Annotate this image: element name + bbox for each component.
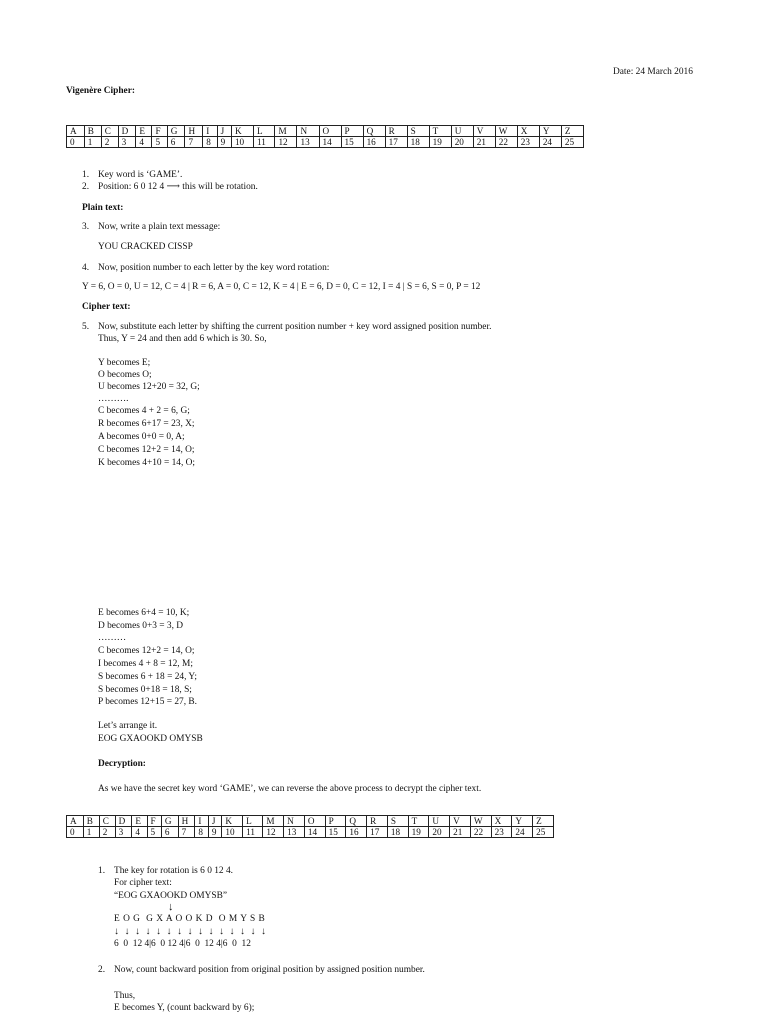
alphabet-number-cell: 16 xyxy=(363,137,385,148)
alphabet-letter-cell: S xyxy=(387,816,408,827)
alphabet-letter-cell: D xyxy=(118,126,136,137)
alphabet-letter-cell: N xyxy=(297,126,319,137)
alphabet-number-cell: 2 xyxy=(101,137,118,148)
alphabet-number-cell: 13 xyxy=(284,827,305,838)
alphabet-number-cell: 3 xyxy=(118,137,136,148)
step-number: 1. xyxy=(82,170,90,180)
step-number: 1. xyxy=(98,866,106,876)
alphabet-letter-cell: Z xyxy=(533,816,554,827)
alphabet-letter-cell: B xyxy=(83,816,99,827)
key-positions-row: 6 0 12 4|6 0 12 4|6 0 12 4|6 0 12 xyxy=(114,939,251,949)
becomes-line: P becomes 12+15 = 27, B. xyxy=(98,697,198,707)
alphabet-number-cell: 17 xyxy=(385,137,407,148)
becomes-line: C becomes 4 + 2 = 6, G; xyxy=(98,406,190,416)
alphabet-letter-cell: R xyxy=(385,126,407,137)
alphabet-number-cell: 16 xyxy=(346,827,367,838)
alphabet-letter-cell: N xyxy=(284,816,305,827)
arrange-label: Let’s arrange it. xyxy=(98,721,158,731)
becomes-line: S becomes 6 + 18 = 24, Y; xyxy=(98,672,197,682)
alphabet-letter-cell: L xyxy=(243,816,263,827)
alphabet-number-cell: 5 xyxy=(147,827,161,838)
alphabet-letter-cell: H xyxy=(185,126,203,137)
alphabet-letter-cell: G xyxy=(161,816,178,827)
alphabet-number-cell: 4 xyxy=(136,137,152,148)
becomes-line: O becomes O; xyxy=(98,370,152,380)
step-text: The key for rotation is 6 0 12 4. xyxy=(114,866,233,876)
alphabet-letter-cell: V xyxy=(473,126,495,137)
becomes-line: R becomes 6+17 = 23, X; xyxy=(98,419,195,429)
alphabet-number-cell: 11 xyxy=(243,827,263,838)
step-text: Thus, xyxy=(114,991,136,1001)
alphabet-letter-cell: B xyxy=(84,126,101,137)
alphabet-number-cell: 12 xyxy=(263,827,284,838)
down-arrow-row-icon: ↓ ↓ ↓ ↓ ↓ ↓ ↓ ↓ ↓ ↓ ↓ ↓ ↓ ↓ ↓ xyxy=(114,926,268,937)
alphabet-number-cell: 14 xyxy=(304,827,325,838)
alphabet-letter-cell: K xyxy=(222,816,243,827)
alphabet-letters-row xyxy=(67,126,584,137)
ellipsis-line: ……… xyxy=(98,633,127,643)
step-text: Now, position number to each letter by the key word rotation: xyxy=(98,263,330,273)
alphabet-letters-row xyxy=(67,816,554,827)
alphabet-number-cell: 24 xyxy=(539,137,561,148)
alphabet-number-cell: 2 xyxy=(99,827,115,838)
alphabet-number-cell: 22 xyxy=(470,827,491,838)
step-number: 5. xyxy=(82,322,90,332)
step-text: Thus, Y = 24 and then add 6 which is 30. So, xyxy=(98,334,267,344)
alphabet-number-cell: 12 xyxy=(275,137,297,148)
alphabet-letter-cell: C xyxy=(101,126,118,137)
alphabet-number-cell: 24 xyxy=(512,827,533,838)
becomes-line: C becomes 12+2 = 14, O; xyxy=(98,445,195,455)
alphabet-letter-cell: T xyxy=(429,126,451,137)
alphabet-number-cell: 14 xyxy=(319,137,341,148)
decryption-heading: Decryption: xyxy=(98,759,146,769)
alphabet-letter-cell: E xyxy=(132,816,147,827)
alphabet-number-cell: 17 xyxy=(367,827,388,838)
alphabet-letter-cell: U xyxy=(451,126,473,137)
alphabet-letter-cell: X xyxy=(517,126,539,137)
alphabet-number-cell: 23 xyxy=(491,827,512,838)
alphabet-letter-cell: D xyxy=(115,816,132,827)
cipher-text-heading: Cipher text: xyxy=(82,302,131,312)
alphabet-letter-cell: H xyxy=(178,816,195,827)
decryption-intro: As we have the secret key word ‘GAME’, we can reverse the above process to decrypt the cipher text. xyxy=(98,784,482,794)
alphabet-table-decryption xyxy=(66,815,554,838)
becomes-line: C becomes 12+2 = 14, O; xyxy=(98,646,195,656)
alphabet-number-cell: 1 xyxy=(84,137,101,148)
alphabet-letter-cell: S xyxy=(407,126,429,137)
alphabet-letter-cell: U xyxy=(429,816,450,827)
alphabet-letter-cell: F xyxy=(152,126,167,137)
step-text: Now, substitute each letter by shifting the current position number + key word assigned position number. xyxy=(98,322,492,332)
becomes-line: E becomes 6+4 = 10, K; xyxy=(98,608,190,618)
becomes-line: K becomes 4+10 = 14, O; xyxy=(98,458,196,468)
alphabet-number-cell: 7 xyxy=(178,827,195,838)
alphabet-number-cell: 21 xyxy=(450,827,471,838)
alphabet-number-cell: 1 xyxy=(83,827,99,838)
alphabet-letter-cell: L xyxy=(253,126,274,137)
alphabet-number-cell: 20 xyxy=(451,137,473,148)
alphabet-letter-cell: P xyxy=(325,816,346,827)
becomes-line: Y becomes E; xyxy=(98,358,151,368)
alphabet-number-cell: 19 xyxy=(408,827,429,838)
alphabet-number-cell: 18 xyxy=(387,827,408,838)
alphabet-letter-cell: J xyxy=(217,126,231,137)
alphabet-letter-cell: W xyxy=(470,816,491,827)
alphabet-number-cell: 18 xyxy=(407,137,429,148)
alphabet-letter-cell: X xyxy=(491,816,512,827)
alphabet-letter-cell: G xyxy=(167,126,185,137)
alphabet-letter-cell: Y xyxy=(539,126,561,137)
down-arrow-icon: ↓ xyxy=(168,901,174,913)
step-number: 2. xyxy=(82,182,90,192)
step-number: 3. xyxy=(82,222,90,232)
step-number: 2. xyxy=(98,965,106,975)
alphabet-number-cell: 6 xyxy=(167,137,185,148)
alphabet-letter-cell: A xyxy=(67,126,85,137)
alphabet-number-cell: 8 xyxy=(203,137,217,148)
step-text: Position: 6 0 12 4 ⟶ this will be rotation. xyxy=(98,182,258,192)
alphabet-number-cell: 25 xyxy=(533,827,554,838)
becomes-line: U becomes 12+20 = 32, G; xyxy=(98,382,200,392)
alphabet-number-cell: 9 xyxy=(217,137,231,148)
positions-line: Y = 6, O = 0, U = 12, C = 4 | R = 6, A = 0, C = 12, K = 4 | E = 6, D = 0, C = 12, I = 4 | S = 6, S = 0, P = 12 xyxy=(82,282,481,292)
alphabet-number-cell: 5 xyxy=(152,137,167,148)
alphabet-number-cell: 20 xyxy=(429,827,450,838)
ellipsis-line: ………. xyxy=(98,394,129,404)
alphabet-letter-cell: I xyxy=(203,126,217,137)
step-text: Key word is ‘GAME’. xyxy=(98,170,183,180)
alphabet-number-cell: 22 xyxy=(495,137,517,148)
alphabet-number-cell: 6 xyxy=(161,827,178,838)
alphabet-letter-cell: Y xyxy=(512,816,533,827)
alphabet-letter-cell: Q xyxy=(363,126,385,137)
plain-text-heading: Plain text: xyxy=(82,203,124,213)
step-text: E becomes Y, (count backward by 6); xyxy=(114,1003,255,1013)
cipher-quote: “EOG GXAOOKD OMYSB” xyxy=(114,891,228,901)
becomes-line: S becomes 0+18 = 18, S; xyxy=(98,685,192,695)
alphabet-letter-cell: A xyxy=(67,816,84,827)
alphabet-number-cell: 7 xyxy=(185,137,203,148)
step-number: 4. xyxy=(82,263,90,273)
alphabet-letter-cell: O xyxy=(319,126,341,137)
becomes-line: I becomes 4 + 8 = 12, M; xyxy=(98,659,193,669)
alphabet-letter-cell: Z xyxy=(561,126,583,137)
document-date: Date: 24 March 2016 xyxy=(613,67,693,77)
alphabet-number-cell: 10 xyxy=(231,137,253,148)
step-text: Now, write a plain text message: xyxy=(98,222,221,232)
alphabet-number-cell: 15 xyxy=(325,827,346,838)
alphabet-letter-cell: V xyxy=(450,816,471,827)
alphabet-letter-cell: Q xyxy=(346,816,367,827)
alphabet-table xyxy=(66,125,584,148)
alphabet-letter-cell: O xyxy=(304,816,325,827)
step-text: For cipher text: xyxy=(114,878,172,888)
alphabet-number-cell: 4 xyxy=(132,827,147,838)
alphabet-letter-cell: P xyxy=(341,126,363,137)
document-title: Vigenère Cipher: xyxy=(66,86,135,96)
cipher-result: EOG GXAOOKD OMYSB xyxy=(98,734,203,744)
alphabet-number-cell: 8 xyxy=(195,827,209,838)
alphabet-number-cell: 19 xyxy=(429,137,451,148)
alphabet-letter-cell: J xyxy=(208,816,222,827)
alphabet-letter-cell: M xyxy=(263,816,284,827)
alphabet-number-cell: 21 xyxy=(473,137,495,148)
alphabet-letter-cell: F xyxy=(147,816,161,827)
alphabet-number-cell: 11 xyxy=(253,137,274,148)
alphabet-letter-cell: M xyxy=(275,126,297,137)
becomes-line: D becomes 0+3 = 3, D xyxy=(98,621,184,631)
alphabet-number-cell: 3 xyxy=(115,827,132,838)
alphabet-letter-cell: R xyxy=(367,816,388,827)
alphabet-number-cell: 10 xyxy=(222,827,243,838)
alphabet-letter-cell: I xyxy=(195,816,209,827)
step-text: Now, count backward position from original position by assigned position number. xyxy=(114,965,425,975)
alphabet-letter-cell: E xyxy=(136,126,152,137)
alphabet-number-cell: 0 xyxy=(67,137,85,148)
alphabet-letter-cell: T xyxy=(408,816,429,827)
alphabet-number-cell: 9 xyxy=(208,827,222,838)
alphabet-number-cell: 25 xyxy=(561,137,583,148)
alphabet-number-cell: 0 xyxy=(67,827,84,838)
becomes-line: A becomes 0+0 = 0, A; xyxy=(98,432,185,442)
alphabet-number-cell: 15 xyxy=(341,137,363,148)
plain-message: YOU CRACKED CISSP xyxy=(98,242,193,252)
alphabet-letter-cell: K xyxy=(231,126,253,137)
alphabet-number-cell: 23 xyxy=(517,137,539,148)
alphabet-number-cell: 13 xyxy=(297,137,319,148)
alphabet-numbers-row xyxy=(67,827,554,838)
alphabet-letter-cell: C xyxy=(99,816,115,827)
spaced-cipher-letters: E O G G X A O O K D O M Y S B xyxy=(114,914,266,924)
alphabet-letter-cell: W xyxy=(495,126,517,137)
alphabet-numbers-row xyxy=(67,137,584,148)
